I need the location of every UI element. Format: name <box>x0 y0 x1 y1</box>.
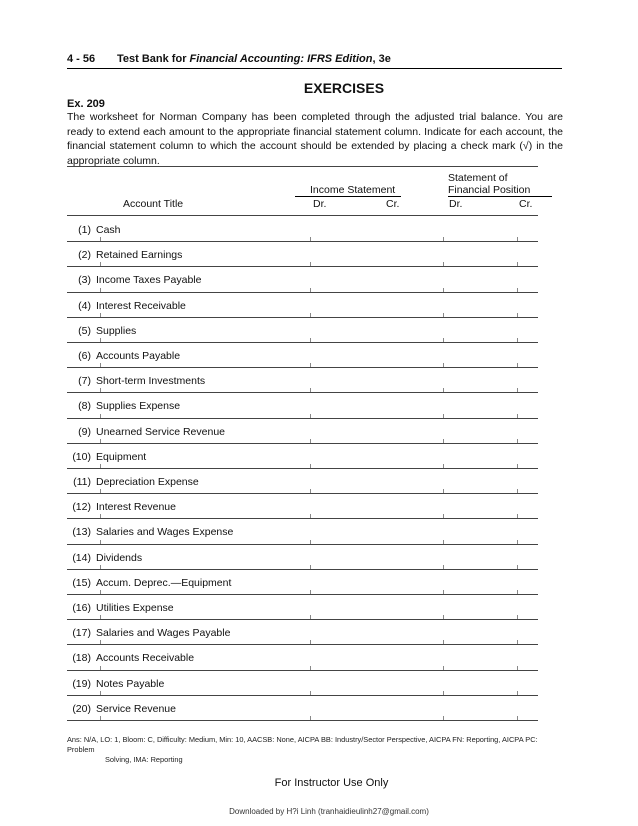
table-row <box>67 443 538 468</box>
account-title: Salaries and Wages Payable <box>96 627 231 640</box>
financial-position-header-line2: Financial Position <box>448 184 531 196</box>
account-title: Utilities Expense <box>96 602 174 614</box>
row-number: (18) <box>72 652 91 665</box>
table-row <box>67 392 538 417</box>
table-row <box>67 266 538 291</box>
row-number: (17) <box>72 627 91 640</box>
footnote-line2: Solving, IMA: Reporting <box>105 755 183 764</box>
table-row <box>67 670 538 695</box>
table-row <box>67 216 538 241</box>
row-number: (8) <box>78 400 91 413</box>
row-number: (7) <box>78 375 91 388</box>
account-title: Supplies Expense <box>96 400 181 413</box>
instructions: The worksheet for Norman Company has been completed through the adjusted trial balance. You are ready to extend each amount to the appropriate financial statement column. Indicate for each account, the financial statement column to which the account should be extended by placing a check mark (√) in the appropriate column. <box>67 111 563 167</box>
account-title: Depreciation Expense <box>96 476 199 488</box>
row-number: (19) <box>72 677 91 690</box>
account-title: Short-term Investments <box>96 375 206 388</box>
row-number: (20) <box>72 702 91 715</box>
table-row <box>67 594 538 619</box>
position-dr-header: Dr. <box>449 198 463 210</box>
table-row <box>67 418 538 443</box>
section-title: EXERCISES <box>303 80 385 96</box>
income-statement-underline <box>295 196 401 197</box>
table-row <box>67 317 538 342</box>
table-row <box>67 493 538 518</box>
account-title: Notes Payable <box>96 677 165 690</box>
table-row <box>67 342 538 367</box>
row-number: (11) <box>73 476 91 488</box>
row-number: (2) <box>78 249 91 262</box>
footnote <box>67 735 567 765</box>
account-title: Service Revenue <box>96 702 176 715</box>
table-row <box>67 544 538 569</box>
table-row <box>67 644 538 669</box>
table-row <box>67 695 538 720</box>
column-tick <box>100 716 101 720</box>
table-row <box>67 367 538 392</box>
account-title: Supplies <box>96 324 137 337</box>
column-tick <box>443 716 444 720</box>
account-title-header: Account Title <box>123 198 184 210</box>
row-number: (9) <box>78 425 91 438</box>
row-number: (10) <box>72 450 91 463</box>
account-title: Cash <box>96 224 121 236</box>
account-title: Salaries and Wages Expense <box>96 526 234 539</box>
financial-position-underline <box>448 196 552 197</box>
account-title: Unearned Service Revenue <box>96 425 225 438</box>
account-title: Interest Revenue <box>96 501 176 514</box>
row-number: (16) <box>72 602 91 614</box>
account-title: Accounts Receivable <box>96 652 195 665</box>
row-number: (14) <box>72 551 91 564</box>
account-title: Income Taxes Payable <box>96 274 202 287</box>
row-number: (6) <box>78 350 91 362</box>
table-row <box>67 569 538 594</box>
row-number: (12) <box>72 501 91 514</box>
account-title: Equipment <box>96 450 147 463</box>
footnote-line1: Ans: N/A, LO: 1, Bloom: C, Difficulty: Medium, Min: 10, AACSB: None, AICPA BB: Industry/Sector Perspective, AICPA FN: Reporting, AICPA PC: Problem <box>67 735 538 754</box>
income-dr-header: Dr. <box>313 198 327 210</box>
column-tick <box>517 716 518 720</box>
financial-position-header-line1: Statement of <box>448 172 508 184</box>
row-number: (1) <box>78 224 91 236</box>
column-tick <box>310 716 311 720</box>
account-title: Accounts Payable <box>96 350 181 362</box>
table-row <box>67 518 538 543</box>
account-title: Retained Earnings <box>96 249 183 262</box>
page-number: 4 - 56 <box>67 53 96 65</box>
page-header <box>67 53 562 69</box>
account-title: Interest Receivable <box>96 299 186 312</box>
account-title: Dividends <box>96 551 143 564</box>
book-edition: , 3e <box>372 53 391 65</box>
table-row <box>67 619 538 644</box>
account-title: Accum. Deprec.—Equipment <box>96 576 232 589</box>
row-number: (13) <box>72 526 91 539</box>
table-top-rule <box>67 166 538 167</box>
row-number: (3) <box>78 274 91 287</box>
instructor-note: For Instructor Use Only <box>274 777 389 789</box>
position-cr-header: Cr. <box>519 198 533 210</box>
book-prefix: Test Bank for <box>117 53 190 65</box>
book-title: Financial Accounting: IFRS Edition <box>189 53 373 65</box>
row-rule <box>67 720 538 721</box>
income-statement-header: Income Statement <box>310 184 396 196</box>
table-row <box>67 468 538 493</box>
row-number: (5) <box>78 324 91 337</box>
income-cr-header: Cr. <box>386 198 400 210</box>
row-number: (15) <box>72 576 91 589</box>
table-row <box>67 292 538 317</box>
row-number: (4) <box>78 299 91 312</box>
exercise-label: Ex. 209 <box>67 98 105 110</box>
download-note: Downloaded by H?i Linh (tranhaidieulinh27@gmail.com) <box>229 807 429 816</box>
table-row <box>67 241 538 266</box>
